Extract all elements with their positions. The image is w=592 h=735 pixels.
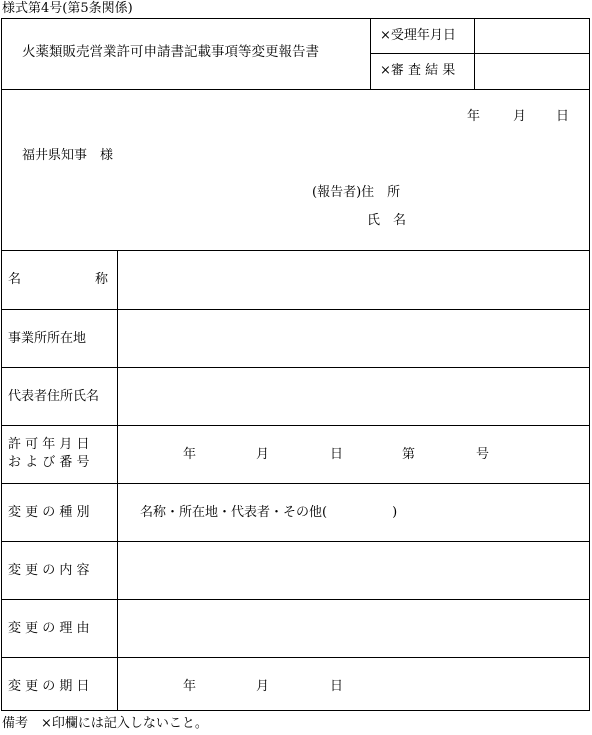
representative-label: 代表者住所氏名 bbox=[8, 389, 100, 404]
table-row-line bbox=[1, 541, 590, 542]
form-number: 様式第4号(第5条関係) bbox=[2, 1, 133, 16]
office-location-label: 事業所所在地 bbox=[8, 331, 87, 346]
change-content-label: 変 更 の 内 容 bbox=[8, 563, 90, 578]
change-type-label: 変 更 の 種 別 bbox=[8, 505, 90, 520]
receipt-date-label: ×受理年月日 bbox=[380, 28, 456, 43]
permit-label-line2: お よ び 番 号 bbox=[8, 455, 90, 470]
change-day: 日 bbox=[330, 679, 344, 694]
change-year: 年 bbox=[183, 679, 197, 694]
office-location-field[interactable] bbox=[119, 311, 588, 366]
name-field[interactable] bbox=[119, 252, 588, 308]
table-top-line bbox=[1, 250, 590, 251]
change-month: 月 bbox=[256, 679, 270, 694]
table-row-line bbox=[1, 483, 590, 484]
table-row-line bbox=[1, 309, 590, 310]
permit-label-line1: 許 可 年 月 日 bbox=[8, 437, 90, 452]
permit-date-number-field[interactable] bbox=[119, 427, 588, 482]
permit-number-suffix: 号 bbox=[476, 447, 490, 462]
change-reason-label: 変 更 の 理 由 bbox=[8, 621, 90, 636]
change-type-options[interactable]: 名称・所在地・代表者・その他( ) bbox=[140, 505, 398, 520]
reporter-name-label: 氏 名 bbox=[367, 213, 407, 228]
date-month: 月 bbox=[513, 109, 527, 124]
permit-year: 年 bbox=[183, 447, 197, 462]
header-bottom-line bbox=[1, 89, 590, 90]
addressee: 福井県知事 様 bbox=[22, 148, 114, 163]
review-result-label: ×審 査 結 果 bbox=[380, 63, 456, 78]
representative-field[interactable] bbox=[119, 369, 588, 424]
review-result-field[interactable] bbox=[476, 55, 588, 87]
reporter-name-field[interactable] bbox=[412, 209, 582, 231]
date-year: 年 bbox=[467, 109, 481, 124]
name-label-first: 名 bbox=[8, 272, 22, 287]
permit-number-prefix: 第 bbox=[402, 447, 416, 462]
footnote: 備考 ×印欄には記入しないこと。 bbox=[2, 716, 208, 731]
date-day: 日 bbox=[556, 109, 570, 124]
permit-month: 月 bbox=[256, 447, 270, 462]
change-date-field[interactable] bbox=[119, 659, 588, 709]
permit-day: 日 bbox=[330, 447, 344, 462]
receipt-date-field[interactable] bbox=[476, 20, 588, 52]
change-reason-field[interactable] bbox=[119, 601, 588, 656]
change-content-field[interactable] bbox=[119, 543, 588, 598]
table-row-line bbox=[1, 425, 590, 426]
table-row-line bbox=[1, 367, 590, 368]
reporter-address-field[interactable] bbox=[412, 181, 582, 203]
form-title: 火薬類販売営業許可申請書記載事項等変更報告書 bbox=[22, 44, 319, 60]
table-label-divider bbox=[117, 250, 118, 711]
change-date-label: 変 更 の 期 日 bbox=[8, 679, 90, 694]
reporter-address-label: (報告者)住 所 bbox=[312, 185, 401, 200]
table-row-line bbox=[1, 657, 590, 658]
office-row-divider bbox=[370, 53, 590, 54]
name-label-last: 称 bbox=[95, 272, 109, 287]
table-row-line bbox=[1, 599, 590, 600]
